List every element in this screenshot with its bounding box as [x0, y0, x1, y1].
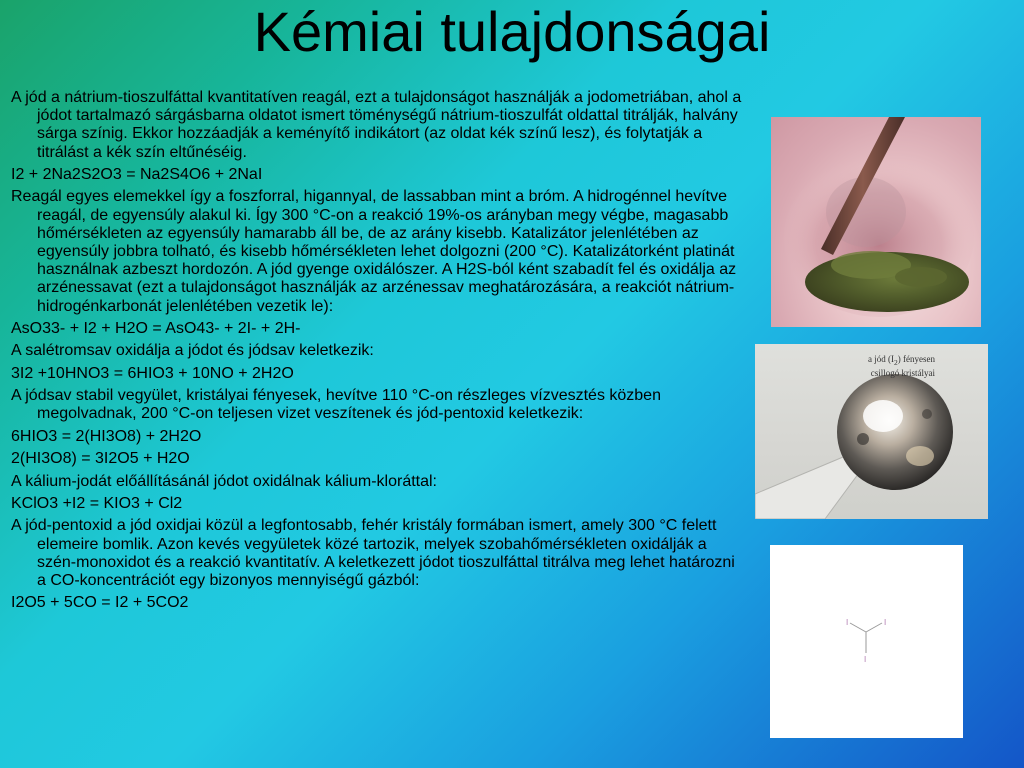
equation-iodic-acid-2: 2(HI3O8) = 3I2O5 + H2O [11, 450, 190, 468]
bulb-caption-line2: csillogó kristályai [870, 367, 935, 378]
molecule-structure-image [770, 545, 963, 738]
bulb-caption [795, 354, 935, 378]
paragraph-iodine-pentoxide: A jód-pentoxid a jód oxidjai közül a legfontosabb, fehér kristály formában ismert, amely 300 °C felett elemeire bomlik. Azon kevés vegyületek közé tartozik, melyek szobahőmérsékleten oxidálják a szén-monoxidot és a reakció kvantitatív. A keletkezett jódot tioszulfáttal titrálva meg lehet határozni a CO-koncentrációt egy bizonyos mennyiségű gázból: [11, 517, 735, 589]
equation-potassium-chlorate: KClO3 +I2 = KIO3 + Cl2 [11, 494, 183, 512]
atom-label-right: I [884, 618, 887, 627]
iodine-sublimation-drawing [771, 117, 981, 327]
slide-body [11, 89, 746, 617]
paragraph-iodic-acid: A jódsav stabil vegyület, kristályai fényesek, hevítve 110 °C-on részleges vízvesztés közben megolvadnak, 200 °C-on teljesen vizet veszítenek és jód-pentoxid keletkezik: [11, 387, 661, 423]
iodine-crystals-bulb-photo [755, 344, 988, 519]
paragraph-nitric-acid: A salétromsav oxidálja a jódot és jódsav keletkezik: [11, 342, 374, 360]
bulb-caption-text-start: a jód (I [868, 354, 895, 364]
equation-arsenite: AsO33- + I2 + H2O = AsO43- + 2I- + 2H- [11, 320, 301, 337]
atom-label-left: I [846, 618, 849, 627]
paragraph-reactions: Reagál egyes elemekkel így a foszforral, higannyal, de lassabban mint a bróm. A hidrogénnel hevítve reagál, de egyensúly alakul ki. Így 300 °C-on a reakció 19%-os arányban megy végbe, magasabb hőmérsékleten az egyensúly hamarabb áll be, de az arány kisebb. Katalizátor jelenlétében az egyensúly jobbra tolható, és kisebb hőmérsékleten lehet dolgozni (200 °C). Katalizátorként platinát használnak azbeszt hordozón. A jód gyenge oxidálószer. A H2S-ból ként szabadít fel és oxidálja az arzénessavat (ezt a tulajdonságot használják az arzénessav meghatározására, a reakciót nátrium-hidrogénkarbonát jelenlétében vezetik le): [11, 188, 737, 315]
paragraph-jodometria: A jód a nátrium-tioszulfáttal kvantitatíven reagál, ezt a tulajdonságot használják a jodometriában, ahol a jódot tartalmazó sárgásbarna oldatot ismert töménységű nátrium-tioszulfát oldattal titrálják, halvány sárga színig. Ekkor hozzáadják a keményítő indikátort (az oldat kék színű lesz), és folytatják a titrálást a kék szín eltűnéséig. [11, 89, 742, 161]
atom-label-bottom: I [864, 655, 867, 664]
paragraph-potassium-iodate: A kálium-jodát előállításánál jódot oxidálnak kálium-kloráttal: [11, 472, 437, 490]
equation-carbon-monoxide: I2O5 + 5CO = I2 + 5CO2 [11, 594, 189, 612]
equation-iodic-acid-1: 6HIO3 = 2(HI3O8) + 2H2O [11, 427, 202, 445]
iodine-sublimation-photo [771, 117, 981, 327]
slide-title: Kémiai tulajdonságai [253, 0, 771, 63]
equation-nitric-acid: 3I2 +10HNO3 = 6HIO3 + 10NO + 2H2O [11, 364, 294, 382]
molecule-structure-drawing [770, 545, 963, 738]
bulb-caption-text-end: ) fényesen [897, 354, 935, 364]
bulb-caption-subscript: 2 [894, 357, 898, 367]
equation-thiosulfate: I2 + 2Na2S2O3 = Na2S4O6 + 2NaI [11, 166, 263, 183]
